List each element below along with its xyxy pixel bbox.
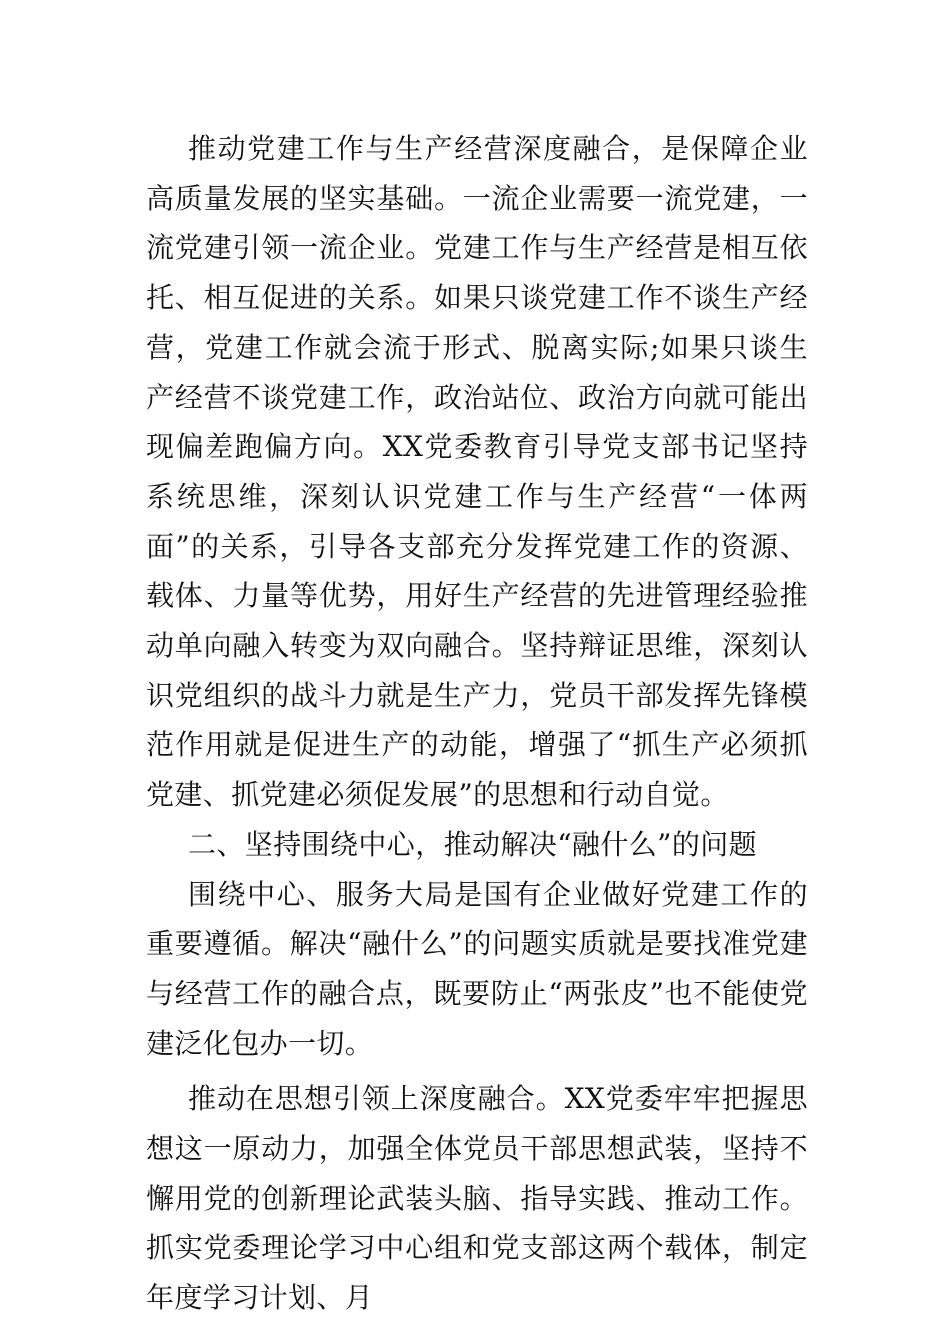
paragraph-integration-foundation: 推动党建工作与生产经营深度融合，是保障企业高质量发展的坚实基础。一流企业需要一流党建，一流党建引领一流企业。党建工作与生产经营是相互依托、相互促进的关系。如果只谈党建工作不谈生产经营，党建工作就会流于形式、脱离实际;如果只谈生产经营不谈党建工作，政治站位、政治方向就可能出现偏差跑偏方向。XX党委教育引导党支部书记坚持系统思维，深刻认识党建工作与生产经营“一体两面”的关系，引导各支部充分发挥党建工作的资源、载体、力量等优势，用好生产经营的先进管理经验推动单向融入转变为双向融合。坚持辩证思维，深刻认识党组织的战斗力就是生产力，党员干部发挥先锋模范作用就是促进生产的动能，增强了“抓生产必须抓党建、抓党建必须促发展”的思想和行动自觉。	[146, 132, 808, 812]
paragraph-ideological-guidance: 推动在思想引领上深度融合。XX党委牢牢把握思想这一原动力，加强全体党员干部思想武装，坚持不懈用党的创新理论武装头脑、指导实践、推动工作。抓实党委理论学习中心组和党支部这两个载体，制定年度学习计划、月	[146, 1082, 808, 1315]
paragraph-serve-center: 围绕中心、服务大局是国有企业做好党建工作的重要遵循。解决“融什么”的问题实质就是要找准党建与经营工作的融合点，既要防止“两张皮”也不能使党建泛化包办一切。	[146, 877, 808, 1060]
section-heading-2: 二、坚持围绕中心，推动解决“融什么”的问题	[188, 827, 758, 861]
document-body	[146, 124, 808, 1323]
